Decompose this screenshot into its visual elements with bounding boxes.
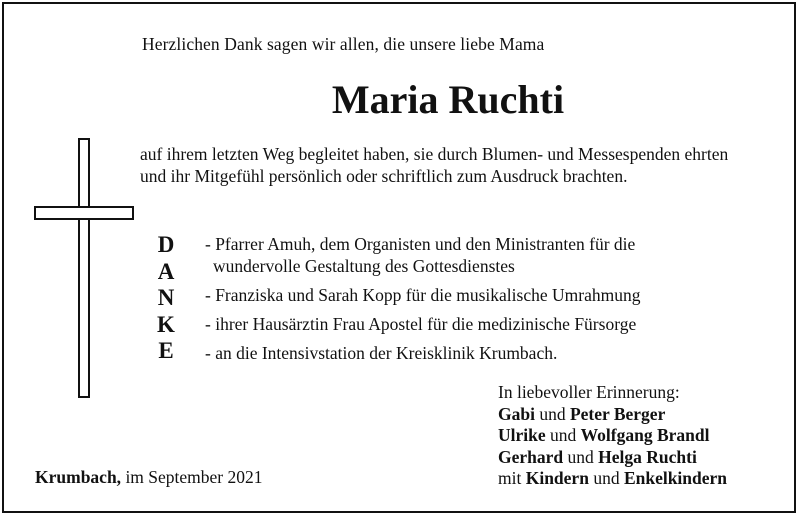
mourners-block [498,382,727,490]
body-line: und ihr Mitgefühl persönlich oder schriftlich zum Ausdruck brachten. [140,166,628,186]
memory-heading: In liebevoller Erinnerung: [498,382,680,402]
danke-letter: A [157,258,175,284]
thanks-item: - Franziska und Sarah Kopp für die musikalische Umrahmung [205,285,641,305]
mourner-line: Gerhard und Helga Ruchti [498,446,697,467]
cross-icon [34,138,134,400]
danke-vertical [151,232,181,365]
thanks-item: - an die Intensivstation der Kreisklinik Krumbach. [205,343,558,363]
danke-letter: D [157,232,175,257]
body-text [140,143,790,187]
thanks-item-continuation: wundervolle Gestaltung des Gottesdienstes [213,256,515,276]
thanks-item: - Pfarrer Amuh, dem Organisten und den Ministranten für die [205,234,636,254]
danke-letter: E [158,338,174,363]
body-line: auf ihrem letzten Weg begleitet haben, sie durch Blumen- und Messespenden ehrten [140,144,729,164]
place-date [35,467,263,488]
mourner-line: Gabi und Peter Berger [498,403,666,424]
danke-letter: N [157,285,175,310]
deceased-name: Maria Ruchti [331,77,565,122]
place-city: Krumbach, [35,467,122,487]
mourner-line: Ulrike und Wolfgang Brandl [498,425,710,445]
danke-letter: K [157,311,175,337]
intro-text: Herzlichen Dank sagen wir allen, die unsere liebe Mama [142,34,545,54]
thanks-item: - ihrer Hausärztin Frau Apostel für die medizinische Fürsorge [205,314,637,334]
mourner-line: mit Kindern und Enkelkindern [498,468,728,488]
notice-date: im September 2021 [121,467,263,487]
obituary-notice [2,2,796,513]
